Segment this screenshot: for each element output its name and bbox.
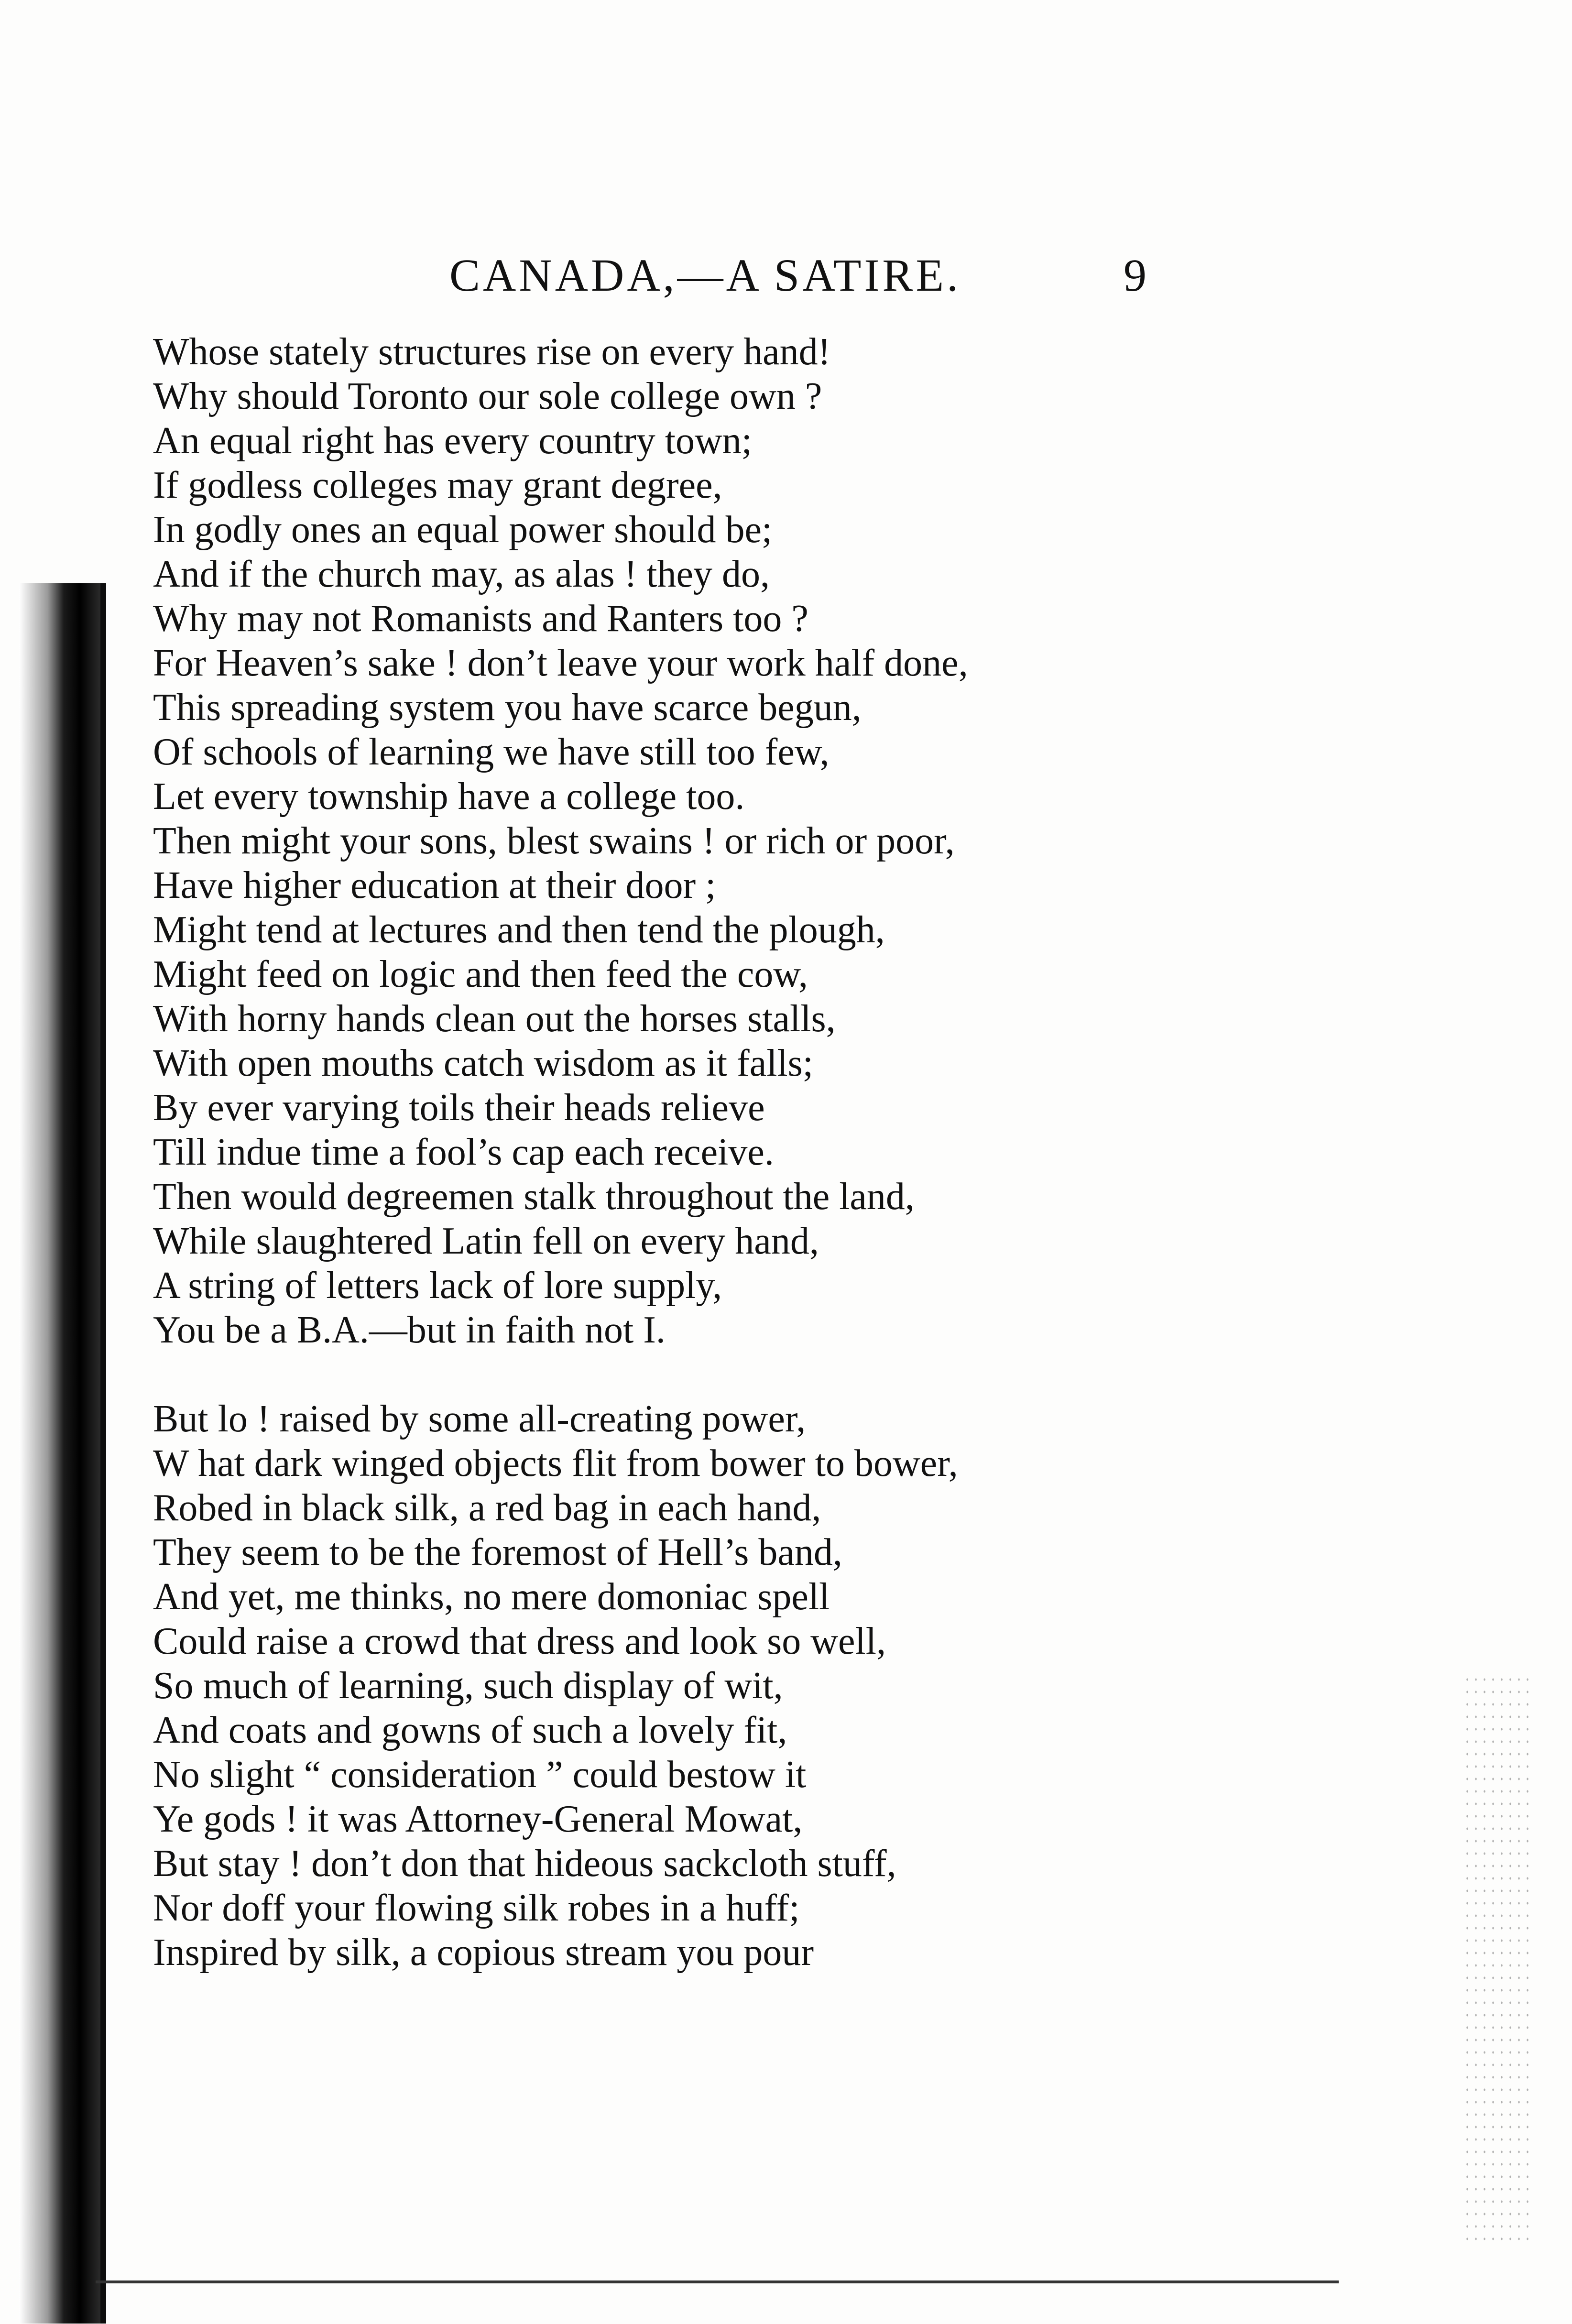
verse-line: They seem to be the foremost of Hell’s band, [153, 1531, 842, 1573]
page-bottom-edge-line [96, 2280, 1339, 2283]
verse-line: Have higher education at their door ; [153, 864, 716, 906]
verse-line: W hat dark winged objects flit from bower to bower, [153, 1442, 958, 1484]
stanza-1 [153, 330, 968, 1353]
verse-line: But stay ! don’t don that hideous sackcloth stuff, [153, 1843, 896, 1885]
verse-line: For Heaven’s sake ! don’t leave your work half done, [153, 642, 968, 684]
verse-line: But lo ! raised by some all-creating power, [153, 1398, 806, 1440]
page-speckle-marks [1463, 1673, 1530, 2247]
verse-line: And yet, me thinks, no mere domoniac spell [153, 1576, 830, 1618]
verse-line: Ye gods ! it was Attorney-General Mowat, [153, 1798, 803, 1840]
verse-line: Might tend at lectures and then tend the plough, [153, 909, 885, 951]
verse-line: In godly ones an equal power should be; [153, 509, 773, 551]
verse-line: Might feed on logic and then feed the cow, [153, 953, 808, 995]
verse-line: An equal right has every country town; [153, 420, 753, 462]
verse-line: Why should Toronto our sole college own ? [153, 375, 822, 417]
verse-line: Nor doff your flowing silk robes in a huff; [153, 1887, 800, 1929]
verse-line: By ever varying toils their heads relieve [153, 1087, 765, 1129]
verse-line: With horny hands clean out the horses stalls, [153, 998, 836, 1040]
verse-line: With open mouths catch wisdom as it falls; [153, 1042, 814, 1084]
verse-line: Then would degreemen stalk throughout the land, [153, 1176, 915, 1218]
verse-line: Then might your sons, blest swains ! or rich or poor, [153, 820, 955, 862]
verse-line: Robed in black silk, a red bag in each hand, [153, 1487, 821, 1529]
stanza-2 [153, 1397, 968, 1975]
verse-line: Of schools of learning we have still too few, [153, 731, 830, 773]
verse-line: You be a B.A.—but in faith not I. [153, 1309, 666, 1351]
verse-line: Let every township have a college too. [153, 775, 745, 818]
verse-line: This spreading system you have scarce begun, [153, 687, 862, 729]
verse-line: A string of letters lack of lore supply, [153, 1265, 722, 1307]
verse-line: Why may not Romanists and Ranters too ? [153, 598, 808, 640]
verse-line: No slight “ consideration ” could bestow it [153, 1754, 807, 1796]
verse-line: If godless colleges may grant degree, [153, 464, 722, 506]
verse-line: While slaughtered Latin fell on every hand, [153, 1220, 819, 1262]
verse-line: And coats and gowns of such a lovely fit, [153, 1709, 787, 1751]
running-title: CANADA,—A SATIRE. [449, 250, 961, 301]
verse-line: Whose stately structures rise on every hand! [153, 331, 831, 373]
verse-line: And if the church may, as alas ! they do, [153, 553, 770, 595]
verse-line: Could raise a crowd that dress and look so well, [153, 1620, 886, 1662]
page-number: 9 [1124, 250, 1146, 301]
verse-line: Till indue time a fool’s cap each receive. [153, 1131, 774, 1173]
verse-line: So much of learning, such display of wit, [153, 1665, 783, 1707]
poem-text [153, 330, 968, 1975]
page-binding-edge [19, 583, 100, 2324]
verse-line: Inspired by silk, a copious stream you pour [153, 1931, 814, 1974]
